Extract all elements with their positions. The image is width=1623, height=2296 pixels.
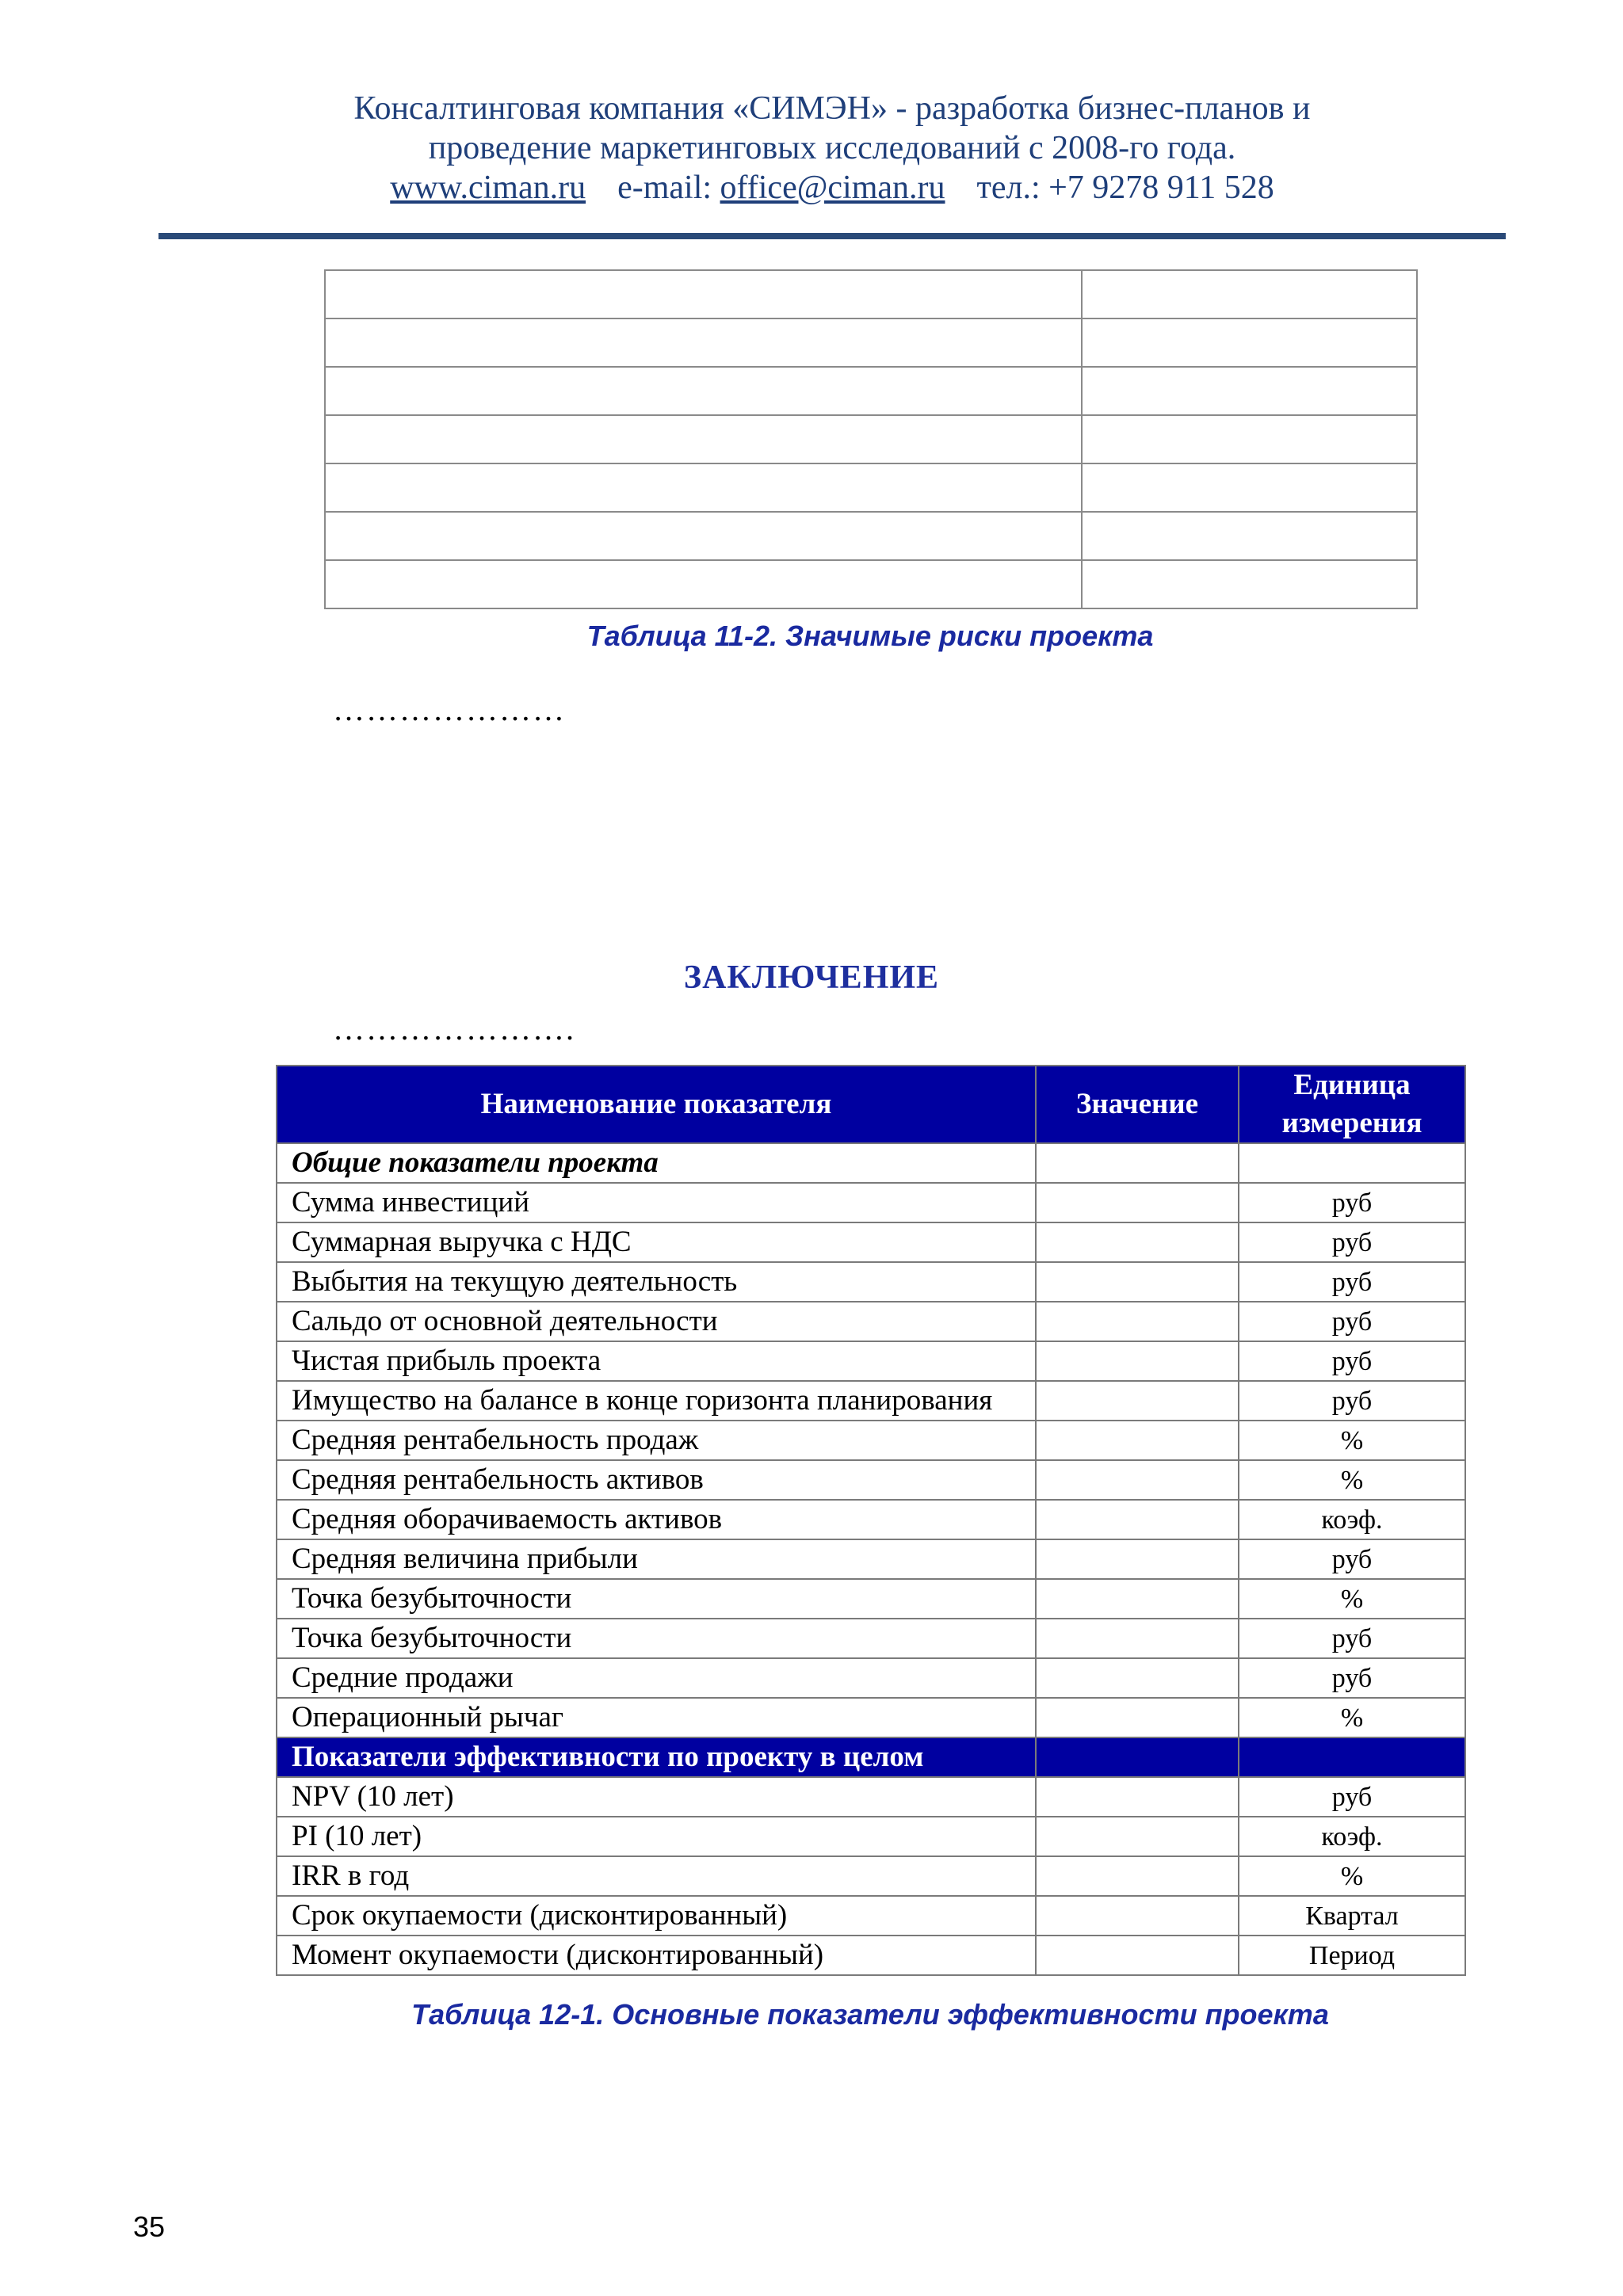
header-value: Значение bbox=[1036, 1066, 1239, 1143]
risk-name-cell bbox=[325, 415, 1082, 463]
risk-name-cell bbox=[325, 318, 1082, 367]
indicator-name: Срок окупаемости (дисконтированный) bbox=[277, 1896, 1036, 1936]
table-row bbox=[277, 1222, 1465, 1262]
indicator-value bbox=[1036, 1183, 1239, 1222]
risk-name-cell bbox=[325, 367, 1082, 415]
table-row bbox=[277, 1896, 1465, 1936]
indicator-value bbox=[1036, 1579, 1239, 1619]
table-row bbox=[325, 463, 1417, 512]
group-value-cell bbox=[1036, 1737, 1239, 1777]
indicator-name: Чистая прибыль проекта bbox=[277, 1341, 1036, 1381]
indicator-unit: % bbox=[1239, 1460, 1465, 1500]
indicator-name: IRR в год bbox=[277, 1856, 1036, 1896]
indicator-value bbox=[1036, 1936, 1239, 1975]
table-row bbox=[325, 512, 1417, 560]
table-row bbox=[277, 1777, 1465, 1817]
table-row bbox=[277, 1856, 1465, 1896]
indicator-unit: Квартал bbox=[1239, 1896, 1465, 1936]
table-row bbox=[325, 270, 1417, 318]
indicator-value bbox=[1036, 1856, 1239, 1896]
phone-text: тел.: +7 9278 911 528 bbox=[976, 170, 1274, 206]
header-divider bbox=[158, 233, 1506, 239]
group-title: Показатели эффективности по проекту в целом bbox=[277, 1737, 1036, 1777]
indicator-value bbox=[1036, 1817, 1239, 1856]
header-contacts bbox=[158, 168, 1506, 208]
indicator-name: Сумма инвестиций bbox=[277, 1183, 1036, 1222]
page-header bbox=[158, 89, 1506, 208]
indicators-table-caption: Таблица 12-1. Основные показатели эффективности проекта bbox=[411, 1998, 1329, 2031]
indicator-unit: руб bbox=[1239, 1539, 1465, 1579]
indicator-unit: руб bbox=[1239, 1341, 1465, 1381]
table-row bbox=[277, 1936, 1465, 1975]
indicator-name: Момент окупаемости (дисконтированный) bbox=[277, 1936, 1036, 1975]
indicator-value bbox=[1036, 1262, 1239, 1302]
indicator-unit: Период bbox=[1239, 1936, 1465, 1975]
table-header-row bbox=[277, 1066, 1465, 1143]
indicator-name: Операционный рычаг bbox=[277, 1698, 1036, 1737]
header-name: Наименование показателя bbox=[277, 1066, 1036, 1143]
indicator-name: Выбытия на текущую деятельность bbox=[277, 1262, 1036, 1302]
indicator-value bbox=[1036, 1539, 1239, 1579]
group-unit-cell bbox=[1239, 1143, 1465, 1183]
indicator-value bbox=[1036, 1302, 1239, 1341]
table-row bbox=[277, 1658, 1465, 1698]
risk-name-cell bbox=[325, 512, 1082, 560]
indicator-unit: руб bbox=[1239, 1619, 1465, 1658]
risk-value-cell bbox=[1082, 367, 1417, 415]
risk-value-cell bbox=[1082, 463, 1417, 512]
indicator-unit: % bbox=[1239, 1421, 1465, 1460]
page-number: 35 bbox=[133, 2210, 166, 2243]
indicator-value bbox=[1036, 1658, 1239, 1698]
table-row bbox=[277, 1817, 1465, 1856]
indicator-value bbox=[1036, 1341, 1239, 1381]
table-row bbox=[277, 1421, 1465, 1460]
table-row bbox=[325, 415, 1417, 463]
indicator-name: Точка безубыточности bbox=[277, 1619, 1036, 1658]
header-unit: Единица измерения bbox=[1239, 1066, 1465, 1143]
indicator-unit: коэф. bbox=[1239, 1817, 1465, 1856]
ellipsis-text: ………………… bbox=[333, 692, 566, 727]
indicator-name: NPV (10 лет) bbox=[277, 1777, 1036, 1817]
table-row bbox=[277, 1500, 1465, 1539]
indicator-value bbox=[1036, 1421, 1239, 1460]
table-row bbox=[277, 1460, 1465, 1500]
indicator-unit: руб bbox=[1239, 1302, 1465, 1341]
header-line-1: Консалтинговая компания «СИМЭН» - разработка бизнес-планов и bbox=[353, 90, 1311, 127]
table-row bbox=[277, 1341, 1465, 1381]
risk-value-cell bbox=[1082, 270, 1417, 318]
indicator-name: Средняя рентабельность продаж bbox=[277, 1421, 1036, 1460]
table-row bbox=[277, 1698, 1465, 1737]
indicator-value bbox=[1036, 1222, 1239, 1262]
indicator-unit: руб bbox=[1239, 1222, 1465, 1262]
indicator-name: Средняя величина прибыли bbox=[277, 1539, 1036, 1579]
indicator-name: Суммарная выручка с НДС bbox=[277, 1222, 1036, 1262]
indicator-name: PI (10 лет) bbox=[277, 1817, 1036, 1856]
indicator-unit: руб bbox=[1239, 1658, 1465, 1698]
indicator-unit: руб bbox=[1239, 1381, 1465, 1421]
table-row bbox=[277, 1183, 1465, 1222]
risk-value-cell bbox=[1082, 318, 1417, 367]
ellipsis-text-2: …………………. bbox=[333, 1011, 575, 1047]
indicator-name: Средние продажи bbox=[277, 1658, 1036, 1698]
group-row bbox=[277, 1143, 1465, 1183]
indicator-name: Сальдо от основной деятельности bbox=[277, 1302, 1036, 1341]
table-row bbox=[277, 1302, 1465, 1341]
indicator-value bbox=[1036, 1896, 1239, 1936]
indicators-table bbox=[276, 1065, 1466, 1976]
indicator-value bbox=[1036, 1500, 1239, 1539]
table-row bbox=[277, 1579, 1465, 1619]
indicator-unit: руб bbox=[1239, 1183, 1465, 1222]
table-row bbox=[325, 560, 1417, 608]
indicator-name: Точка безубыточности bbox=[277, 1579, 1036, 1619]
table-row bbox=[277, 1539, 1465, 1579]
risk-value-cell bbox=[1082, 415, 1417, 463]
email-link[interactable]: office@ciman.ru bbox=[720, 170, 945, 206]
risk-name-cell bbox=[325, 560, 1082, 608]
indicator-value bbox=[1036, 1777, 1239, 1817]
indicator-unit: % bbox=[1239, 1856, 1465, 1896]
group-row bbox=[277, 1737, 1465, 1777]
header-line-2: проведение маркетинговых исследований с 2008-го года. bbox=[428, 130, 1236, 166]
group-value-cell bbox=[1036, 1143, 1239, 1183]
table-row bbox=[277, 1381, 1465, 1421]
section-title: ЗАКЛЮЧЕНИЕ bbox=[683, 959, 940, 996]
table-row bbox=[277, 1262, 1465, 1302]
website-link[interactable]: www.ciman.ru bbox=[390, 170, 586, 206]
indicator-unit: % bbox=[1239, 1579, 1465, 1619]
indicator-value bbox=[1036, 1698, 1239, 1737]
indicator-unit: руб bbox=[1239, 1777, 1465, 1817]
indicator-value bbox=[1036, 1381, 1239, 1421]
indicator-name: Средняя рентабельность активов bbox=[277, 1460, 1036, 1500]
indicator-unit: коэф. bbox=[1239, 1500, 1465, 1539]
risks-table bbox=[324, 269, 1418, 609]
indicator-value bbox=[1036, 1619, 1239, 1658]
indicator-unit: % bbox=[1239, 1698, 1465, 1737]
indicator-name: Имущество на балансе в конце горизонта планирования bbox=[277, 1381, 1036, 1421]
indicator-name: Средняя оборачиваемость активов bbox=[277, 1500, 1036, 1539]
risk-name-cell bbox=[325, 463, 1082, 512]
risk-value-cell bbox=[1082, 560, 1417, 608]
risk-value-cell bbox=[1082, 512, 1417, 560]
risk-name-cell bbox=[325, 270, 1082, 318]
table-row bbox=[325, 318, 1417, 367]
risks-table-caption: Таблица 11-2. Значимые риски проекта bbox=[586, 620, 1154, 652]
indicator-unit: руб bbox=[1239, 1262, 1465, 1302]
table-row bbox=[325, 367, 1417, 415]
group-title: Общие показатели проекта bbox=[277, 1143, 1036, 1183]
table-row bbox=[277, 1619, 1465, 1658]
group-unit-cell bbox=[1239, 1737, 1465, 1777]
indicator-value bbox=[1036, 1460, 1239, 1500]
email-label: e-mail: bbox=[617, 170, 712, 206]
